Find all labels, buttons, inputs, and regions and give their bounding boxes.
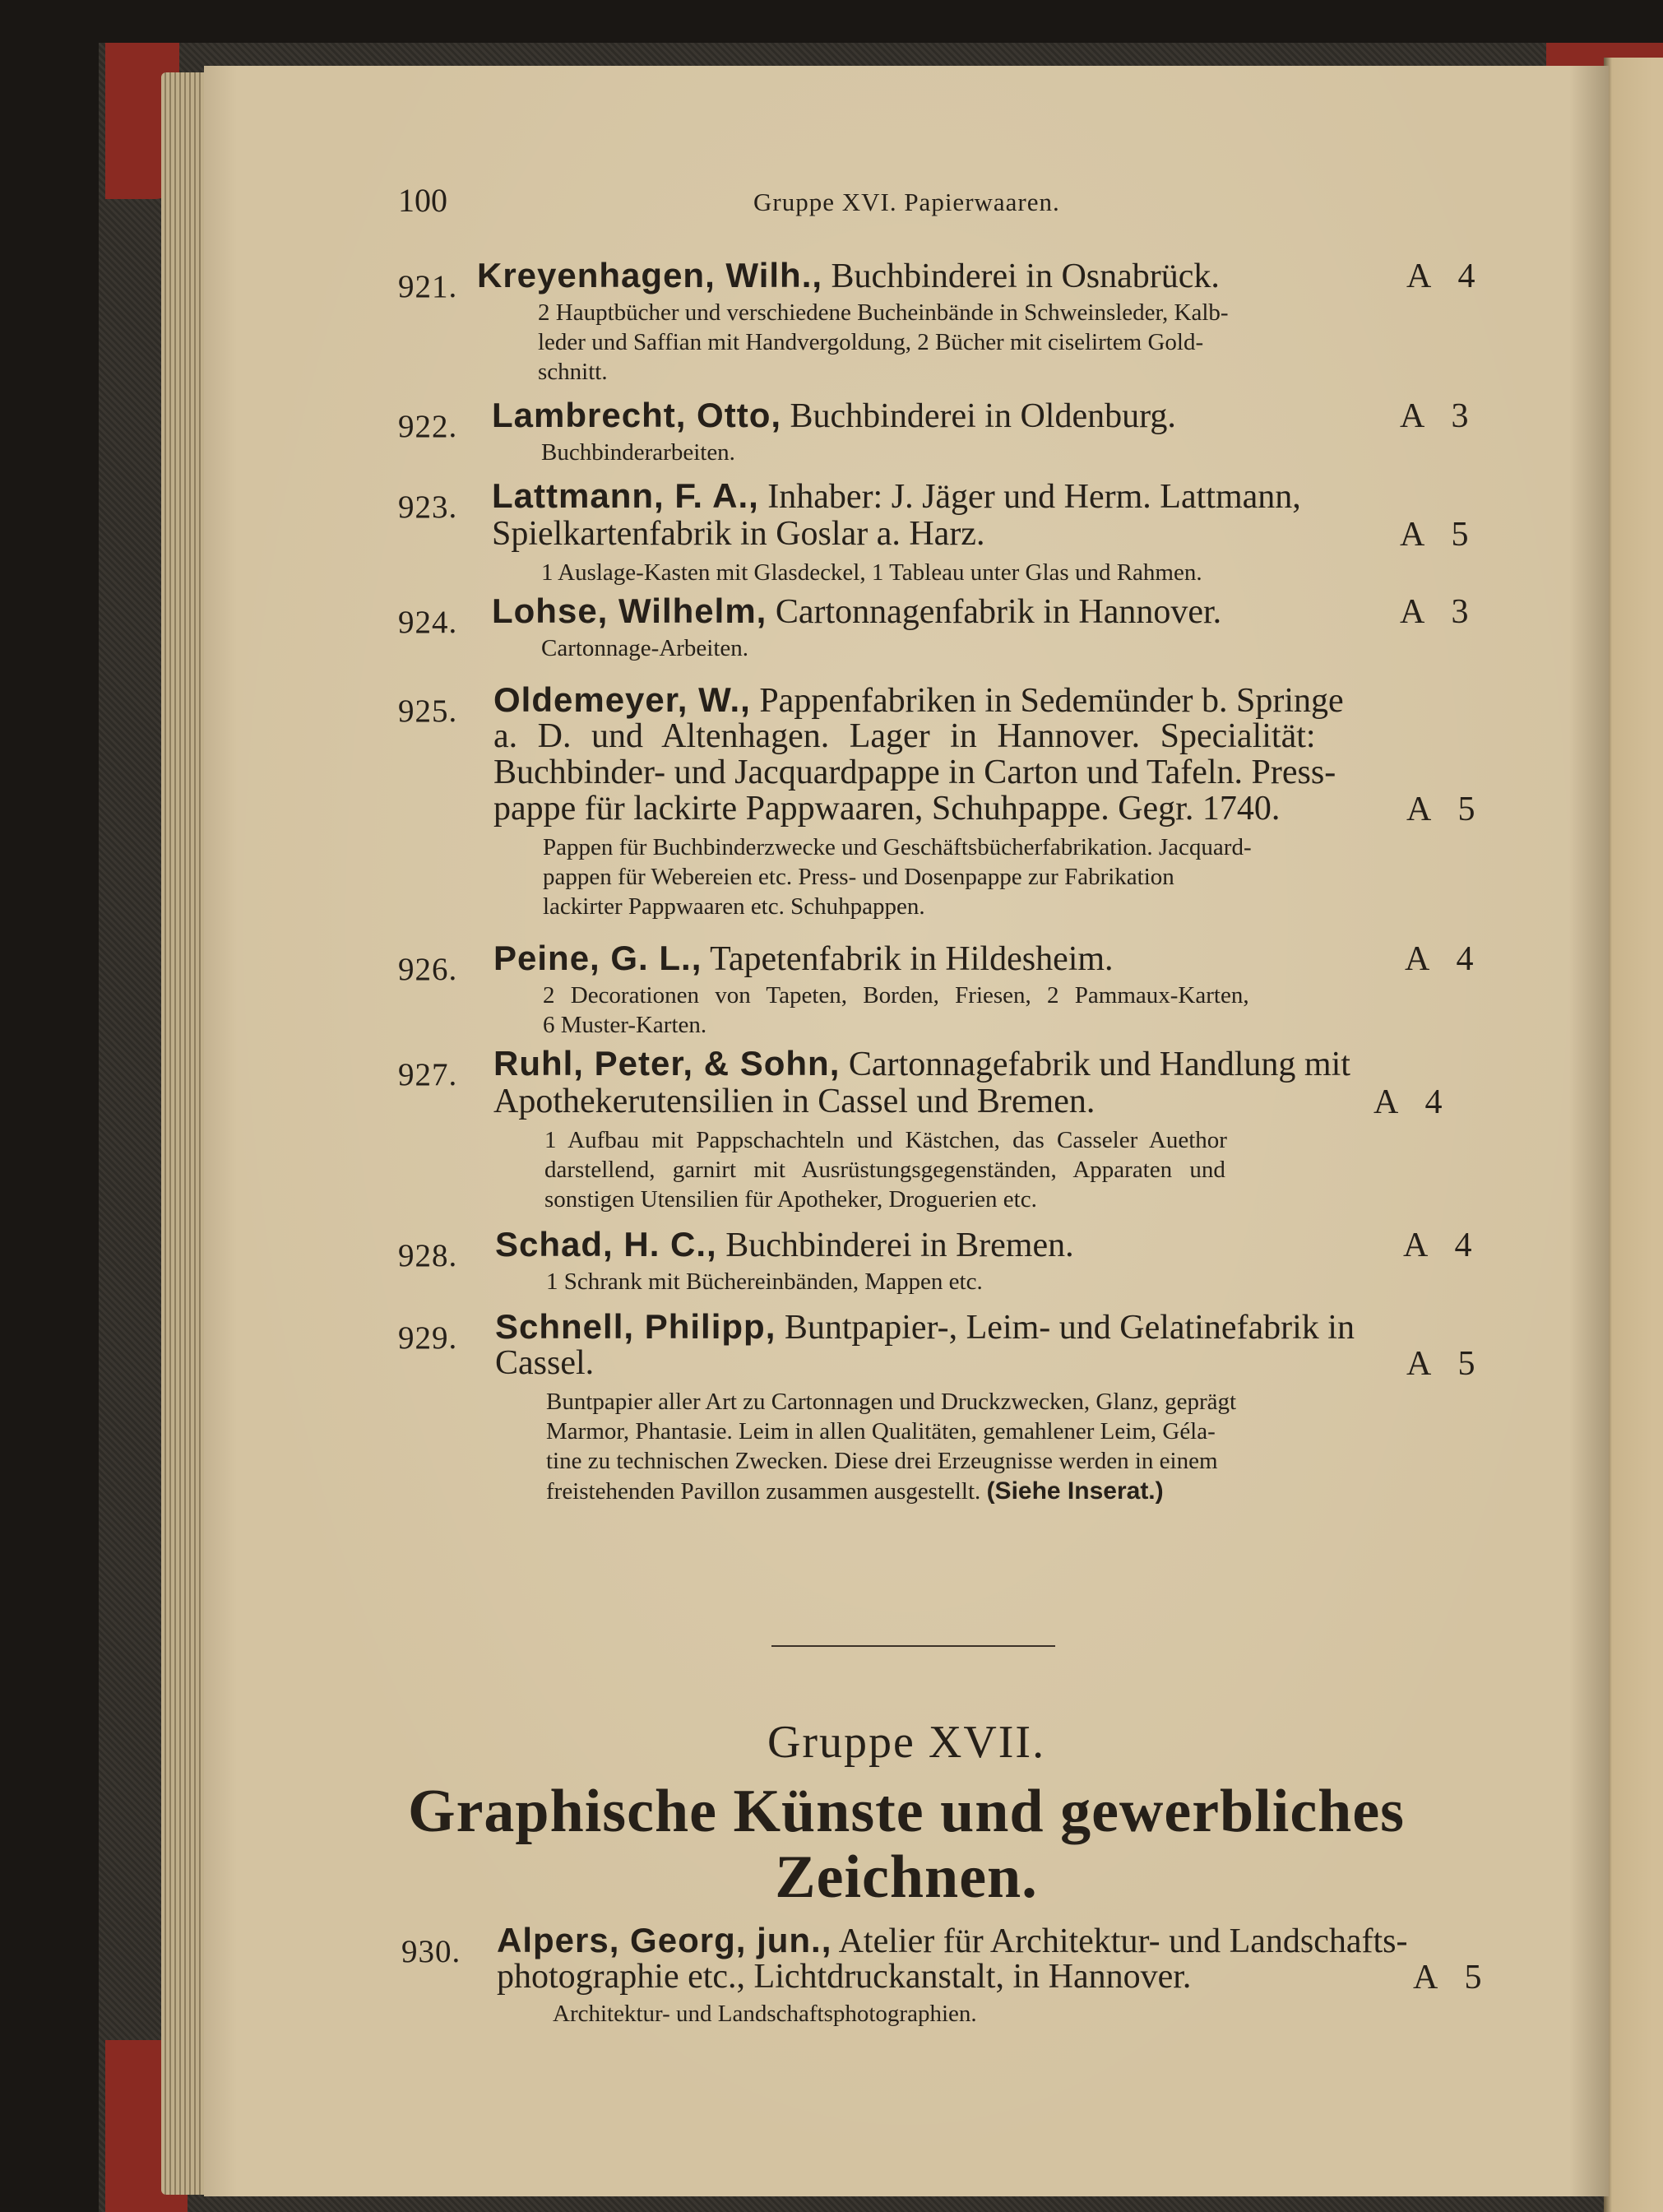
exhibit-class: A 5: [1406, 791, 1485, 828]
entry-number: 925.: [398, 693, 458, 729]
exhibitor-name: Lohse, Wilhelm,: [492, 591, 767, 630]
entry-description: Buchbinderarbeiten.: [541, 439, 735, 466]
exhibitor-details: Buchbinderei in Osnabrück.: [831, 257, 1220, 295]
group-label: Gruppe XVII.: [767, 1717, 1046, 1768]
entry-number: 928.: [398, 1238, 458, 1273]
entry-description: Marmor, Phantasie. Leim in allen Qualitäten, gemahlener Leim, Géla-: [546, 1418, 1216, 1445]
exhibitor-details: Pappenfabriken in Sedemünder b. Springe: [759, 682, 1344, 720]
entry-heading-line: pappe für lackirte Pappwaaren, Schuhpappe. Gegr. 1740.: [493, 790, 1281, 828]
advert-reference: (Siehe Inserat.): [986, 1477, 1164, 1505]
entry-heading: [477, 257, 1220, 294]
exhibitor-name: Kreyenhagen, Wilh.,: [477, 256, 823, 294]
entry-number: 926.: [398, 952, 458, 987]
entry-description: leder und Saffian mit Handvergoldung, 2 Bücher mit ciselirtem Gold-: [538, 329, 1204, 355]
running-head-title: Gruppe XVI. Papierwaaren.: [753, 188, 1060, 216]
entry-description: 1 Auslage-Kasten mit Glasdeckel, 1 Tableau unter Glas und Rahmen.: [541, 559, 1202, 586]
exhibit-class: A 4: [1403, 1227, 1482, 1264]
entry-number: 924.: [398, 605, 458, 640]
entry-description: tine zu technischen Zwecken. Diese drei Erzeugnisse werden in einem: [546, 1448, 1218, 1474]
entry-description: sonstigen Utensilien für Apotheker, Droguerien etc.: [544, 1186, 1037, 1213]
exhibitor-details: Cartonnagenfabrik in Hannover.: [775, 593, 1222, 631]
exhibitor-details: Cartonnagefabrik und Handlung mit: [848, 1046, 1350, 1083]
entry-description: lackirter Pappwaaren etc. Schuhpappen.: [543, 893, 925, 920]
entry-heading: [497, 1922, 1408, 1959]
entry-heading: [492, 477, 1301, 515]
entry-heading: [495, 1308, 1355, 1346]
exhibitor-details: Buntpapier-, Leim- und Gelatinefabrik in: [784, 1309, 1355, 1347]
entry-number: 923.: [398, 489, 458, 525]
exhibit-class: A 5: [1413, 1959, 1492, 1996]
entry-description: 1 Aufbau mit Pappschachteln und Kästchen, das Casseler Auethor: [544, 1127, 1227, 1153]
exhibitor-name: Lambrecht, Otto,: [492, 396, 782, 434]
entry-number: 929.: [398, 1320, 458, 1356]
exhibitor-name: Oldemeyer, W.,: [493, 680, 751, 719]
entry-heading-line: Buchbinder- und Jacquardpappe in Carton und Tafeln. Press-: [493, 754, 1336, 791]
exhibit-class: A 3: [1400, 397, 1479, 435]
entry-description: 2 Hauptbücher und verschiedene Bucheinbände in Schweinsleder, Kalb-: [538, 299, 1229, 326]
exhibitor-name: Schnell, Philipp,: [495, 1307, 776, 1346]
entry-heading-line: Cassel.: [495, 1344, 595, 1382]
entry-number: 921.: [398, 269, 458, 304]
section-divider: [771, 1645, 1055, 1647]
entry-number: 922.: [398, 409, 458, 444]
entry-description: 1 Schrank mit Büchereinbänden, Mappen etc.: [546, 1268, 983, 1295]
exhibit-class: A 5: [1406, 1345, 1485, 1383]
facing-page-edge: [1604, 58, 1663, 2212]
entry-description: pappen für Webereien etc. Press- und Dosenpappe zur Fabrikation: [543, 864, 1174, 890]
exhibitor-details: Tapetenfabrik in Hildesheim.: [710, 940, 1114, 978]
entry-heading-line: Apothekerutensilien in Cassel und Bremen.: [493, 1083, 1096, 1120]
exhibitor-details: Inhaber: J. Jäger und Herm. Lattmann,: [767, 478, 1301, 516]
group-title-line-2: Zeichnen.: [775, 1843, 1038, 1911]
entry-description: Buntpapier aller Art zu Cartonnagen und Druckzwecken, Glanz, geprägt: [546, 1389, 1237, 1415]
page-edges: [161, 72, 211, 2195]
exhibit-class: A 3: [1400, 593, 1479, 631]
entry-description: 6 Muster-Karten.: [543, 1012, 707, 1038]
entry-heading-line: a. D. und Altenhagen. Lager in Hannover. Specialität:: [493, 717, 1316, 755]
entry-description: Architektur- und Landschaftsphotographien.: [553, 2001, 977, 2027]
exhibitor-name: Peine, G. L.,: [493, 939, 702, 977]
entry-heading: [493, 681, 1344, 719]
exhibitor-name: Ruhl, Peter, & Sohn,: [493, 1044, 841, 1083]
exhibitor-details: Atelier für Architektur- und Landschafts-: [838, 1922, 1408, 1960]
entry-heading: [493, 1045, 1350, 1083]
book-page: [204, 66, 1609, 2196]
entry-description: freistehenden Pavillon zusammen ausgestellt. (Siehe Inserat.): [546, 1477, 1164, 1505]
entry-heading: [493, 939, 1114, 977]
entry-number: 927.: [398, 1057, 458, 1092]
entry-heading: [495, 1226, 1074, 1264]
entry-description: Pappen für Buchbinderzwecke und Geschäftsbücherfabrikation. Jacquard-: [543, 834, 1252, 860]
entry-description: schnitt.: [538, 359, 608, 385]
entry-number: 930.: [401, 1934, 461, 1969]
exhibit-class: A 4: [1373, 1083, 1452, 1121]
entry-heading-line: Spielkartenfabrik in Goslar a. Harz.: [492, 515, 985, 553]
entry-description: 2 Decorationen von Tapeten, Borden, Friesen, 2 Pammaux-Karten,: [543, 982, 1249, 1009]
exhibitor-name: Schad, H. C.,: [495, 1225, 717, 1264]
exhibitor-name: Lattmann, F. A.,: [492, 476, 759, 515]
entry-heading-line: photographie etc., Lichtdruckanstalt, in Hannover.: [497, 1958, 1192, 1996]
group-title-line-1: Graphische Künste und gewerbliches: [408, 1778, 1405, 1845]
entry-description: Cartonnage-Arbeiten.: [541, 635, 749, 661]
entry-heading: [492, 592, 1221, 630]
exhibit-class: A 5: [1400, 516, 1479, 554]
exhibitor-name: Alpers, Georg, jun.,: [497, 1921, 832, 1959]
entry-description: darstellend, garnirt mit Ausrüstungsgegenständen, Apparaten und: [544, 1157, 1225, 1183]
exhibitor-details: Buchbinderei in Bremen.: [725, 1227, 1074, 1264]
exhibit-class: A 4: [1406, 257, 1485, 295]
exhibitor-details: Buchbinderei in Oldenburg.: [790, 397, 1176, 435]
entry-heading: [492, 396, 1176, 434]
page-number: 100: [398, 182, 447, 219]
exhibit-class: A 4: [1405, 940, 1484, 978]
